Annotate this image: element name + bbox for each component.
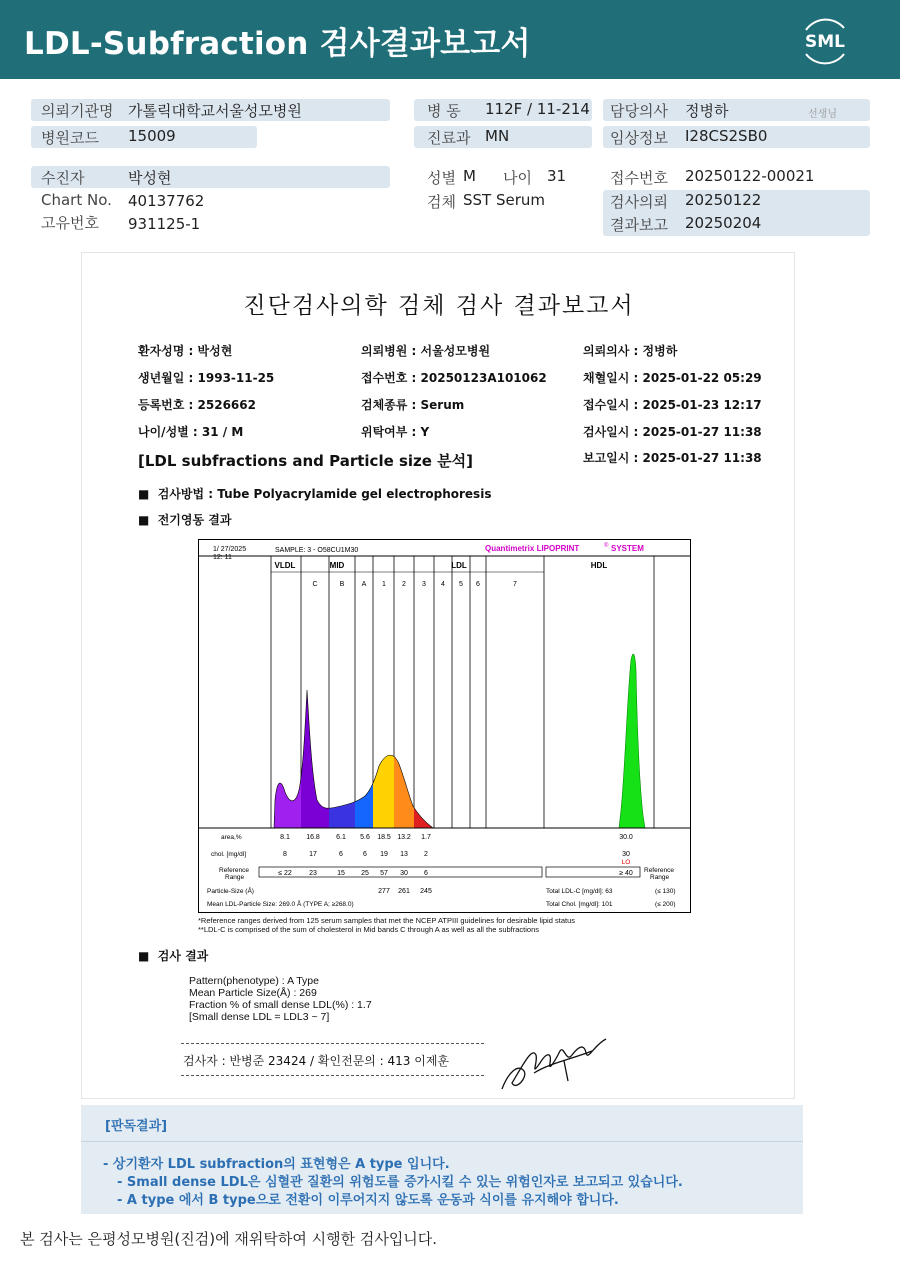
chart-brand-reg: ®: [604, 543, 609, 549]
chart-brand: Quantimetrix LIPOPRINT: [485, 544, 580, 553]
unique-id-value: 931125-1: [128, 215, 201, 233]
hospital-code-value: 15009: [128, 127, 176, 145]
clinical-info-label: 임상정보: [610, 129, 668, 147]
band-label-1: 1: [382, 581, 386, 588]
scanned-report: [81, 252, 795, 1099]
region-ldl: LDL: [451, 561, 467, 570]
age-label: 나이: [503, 169, 532, 187]
footer-note: 본 검사는 은평성모병원(진검)에 재위탁하여 시행한 검사입니다.: [20, 1230, 438, 1248]
field-reported: 보고일시 : 2025-01-27 11:38: [583, 451, 762, 465]
curve-fill-3: [355, 580, 373, 828]
area-value-7: 30.0: [619, 834, 633, 841]
request-date-label: 검사의뢰: [610, 193, 668, 211]
result-line-2: Mean Particle Size(Å) : 269: [189, 987, 317, 999]
patient-label: 수진자: [41, 169, 85, 187]
judgement-title: [판독결과]: [105, 1119, 168, 1134]
total-chol: Total Chol. [mg/dl]: 101: [546, 901, 613, 908]
specimen-label: 검체: [427, 193, 456, 211]
area-value-4: 18.5: [377, 834, 391, 841]
scanned-report-title: 진단검사의학 검체 검사 결과보고서: [243, 293, 635, 319]
doctor-label: 담당의사: [610, 102, 668, 120]
band-label-6: 6: [476, 581, 480, 588]
result-line-1: Pattern(phenotype) : A Type: [189, 975, 319, 987]
curve-fill-0: [271, 580, 301, 828]
band-label-B: B: [339, 581, 345, 588]
institution-label: 의뢰기관명: [41, 102, 114, 120]
field-receipt: 접수번호 : 20250123A101062: [361, 371, 547, 385]
result-bullet: ■ 검사 결과: [138, 949, 209, 963]
psize-value-0: 277: [378, 888, 390, 895]
ref-value-6: 6: [424, 870, 428, 877]
chol-value-6: 2: [424, 851, 428, 858]
footnote-2: **LDL-C is comprised of the sum of cholesterol in Mid bands C through A as well as all the subfractions: [198, 925, 540, 934]
curve-fill-5: [394, 580, 414, 828]
chol-value-1: 17: [309, 851, 317, 858]
total-chol-ref: (≤ 200): [655, 901, 676, 908]
judgement-line-2: - Small dense LDL은 심혈관 질환의 위험도를 증가시킬 수 있는 위험인자로 보고되고 있습니다.: [117, 1175, 683, 1190]
curve-fill-6: [414, 580, 434, 828]
region-hdl: HDL: [590, 561, 608, 570]
electro-text: 전기영동 결과: [157, 513, 232, 527]
ref-value-7: ≥ 40: [619, 870, 633, 877]
ref-value-1: 23: [309, 870, 317, 877]
row-area-label: area,%: [221, 834, 242, 841]
area-value-5: 13.2: [397, 834, 411, 841]
ref-label-1: Reference: [219, 867, 249, 874]
ref-right-2: Range: [650, 874, 670, 881]
field-consign: 위탁여부 : Y: [361, 425, 430, 439]
ref-value-5: 30: [400, 870, 408, 877]
institution-value: 가톨릭대학교서울성모병원: [128, 102, 302, 120]
chart-date: 1/ 27/2025: [213, 546, 247, 553]
chart-svg: [199, 540, 690, 912]
region-mid: MID: [329, 561, 345, 570]
result-line-3: Fraction % of small dense LDL(%) : 1.7: [189, 999, 372, 1011]
specimen-value: SST Serum: [463, 191, 546, 209]
chol-value-2: 6: [339, 851, 343, 858]
department-label: 진료과: [427, 129, 471, 147]
chol-value-4: 19: [380, 851, 388, 858]
chol-value-0: 8: [283, 851, 287, 858]
electro-bullet: ■ 전기영동 결과: [138, 513, 232, 527]
ref-label-2: Range: [225, 874, 245, 881]
sml-logo: [798, 14, 852, 68]
ref-value-4: 57: [380, 870, 388, 877]
department-value: MN: [485, 127, 510, 145]
footnote-1: *Reference ranges derived from 125 serum samples that met the NCEP ATPIII guidelines for desirable lipid status: [198, 916, 575, 925]
curve-fill-1: [301, 580, 329, 828]
receipt-no-label: 접수번호: [610, 169, 668, 187]
patient-value: 박성현: [128, 169, 172, 187]
area-value-3: 5.6: [360, 834, 370, 841]
band-label-4: 4: [441, 581, 445, 588]
report-date-value: 20250204: [685, 214, 762, 232]
psize-value-1: 261: [398, 888, 410, 895]
doctor-value: 정병하: [685, 102, 729, 120]
field-received: 접수일시 : 2025-01-23 12:17: [583, 398, 762, 412]
chol-value-5: 13: [400, 851, 408, 858]
electrophoresis-chart: [198, 539, 691, 913]
judgement-line-3: - A type 에서 B type으로 전환이 이루어지지 않도록 운동과 식이를 유지해야 합니다.: [117, 1193, 619, 1208]
judgement-box: [81, 1105, 803, 1214]
total-ldl-ref: (≤ 130): [655, 888, 676, 895]
curve-fill-2: [329, 580, 355, 828]
mean-size-label: Mean LDL-Particle Size: 269.0 Å (TYPE A; ≥268.0): [207, 901, 354, 908]
field-age-sex: 나이/성별 : 31 / M: [138, 425, 244, 439]
ref-value-0: ≤ 22: [278, 870, 292, 877]
patient-row: [31, 166, 390, 188]
ward-value: 112F / 11-214: [485, 100, 590, 118]
request-date-value: 20250122: [685, 191, 762, 209]
sex-value: M: [463, 167, 476, 185]
ref-value-2: 15: [337, 870, 345, 877]
field-tested: 검사일시 : 2025-01-27 11:38: [583, 425, 762, 439]
report-date-label: 결과보고: [610, 216, 668, 234]
band-label-A: A: [361, 581, 367, 588]
band-label-C: C: [312, 581, 318, 588]
ref-value-3: 25: [361, 870, 369, 877]
receipt-no-value: 20250122-00021: [685, 167, 815, 185]
area-value-6: 1.7: [421, 834, 431, 841]
chol-flag: LO: [621, 859, 631, 866]
field-patient-name: 환자성명 : 박성현: [138, 344, 233, 358]
band-label-5: 5: [459, 581, 463, 588]
chart-sample: SAMPLE: 3 - O58CU1M30: [275, 547, 359, 554]
chol-value-7: 30: [622, 851, 630, 858]
band-label-3: 3: [422, 581, 426, 588]
chol-value-3: 6: [363, 851, 367, 858]
field-registration: 등록번호 : 2526662: [138, 398, 256, 412]
field-specimen: 검체종류 : Serum: [361, 398, 465, 412]
chart-brand-suffix: SYSTEM: [611, 544, 644, 553]
signature-divider-bottom: [181, 1075, 484, 1076]
psize-value-2: 245: [420, 888, 432, 895]
band-label-7: 7: [513, 581, 517, 588]
method-text: 검사방법 : Tube Polyacrylamide gel electrophoresis: [157, 487, 492, 501]
field-collected: 채혈일시 : 2025-01-22 05:29: [583, 371, 762, 385]
handwritten-signature: [494, 1033, 614, 1097]
ward-label: 병 동: [427, 102, 461, 120]
field-doctor: 의뢰의사 : 정병하: [583, 344, 678, 358]
chart-time: 12: 11: [213, 554, 232, 561]
total-ldl: Total LDL-C [mg/dl]: 63: [546, 888, 613, 895]
report-header: [0, 0, 900, 79]
area-value-0: 8.1: [280, 834, 290, 841]
hdl-peak: [619, 654, 645, 828]
result-line-4: [Small dense LDL = LDL3 ~ 7]: [189, 1011, 330, 1023]
judgement-header: [81, 1105, 803, 1142]
signature-line: 검사자 : 반병준 23424 / 확인전문의 : 413 이제훈: [183, 1054, 450, 1068]
curve-fill-4: [373, 580, 394, 828]
area-value-1: 16.8: [306, 834, 320, 841]
age-value: 31: [547, 167, 567, 185]
judgement-line-1: - 상기환자 LDL subfraction의 표현형은 A type 입니다.: [103, 1157, 450, 1172]
clinical-info-value: I28CS2SB0: [685, 127, 768, 145]
band-label-2: 2: [402, 581, 406, 588]
chart-no-value: 40137762: [128, 192, 205, 210]
signature-divider-top: [181, 1043, 484, 1044]
ref-right-1: Reference: [644, 867, 674, 874]
unique-id-label: 고유번호: [41, 214, 99, 232]
region-vldl: VLDL: [274, 561, 296, 570]
row-chol-label: chol. [mg/dl]: [211, 851, 247, 858]
result-text: 검사 결과: [157, 949, 209, 963]
field-birth: 생년월일 : 1993-11-25: [138, 371, 275, 385]
area-value-2: 6.1: [336, 834, 346, 841]
section-title: [LDL subfractions and Particle size 분석]: [138, 452, 474, 470]
report-title: LDL-Subfraction 검사결과보고서: [24, 26, 531, 62]
svg-text:SML: SML: [805, 32, 845, 52]
sex-label: 성별: [427, 169, 456, 187]
chart-no-label: Chart No.: [41, 191, 112, 209]
doctor-honorific: 선생님: [808, 109, 837, 120]
method-bullet: ■ 검사방법 : Tube Polyacrylamide gel electrophoresis: [138, 487, 492, 501]
hospital-code-label: 병원코드: [41, 129, 99, 147]
psize-label: Particle-Size (Å): [207, 888, 254, 895]
field-hospital: 의뢰병원 : 서울성모병원: [361, 344, 491, 358]
